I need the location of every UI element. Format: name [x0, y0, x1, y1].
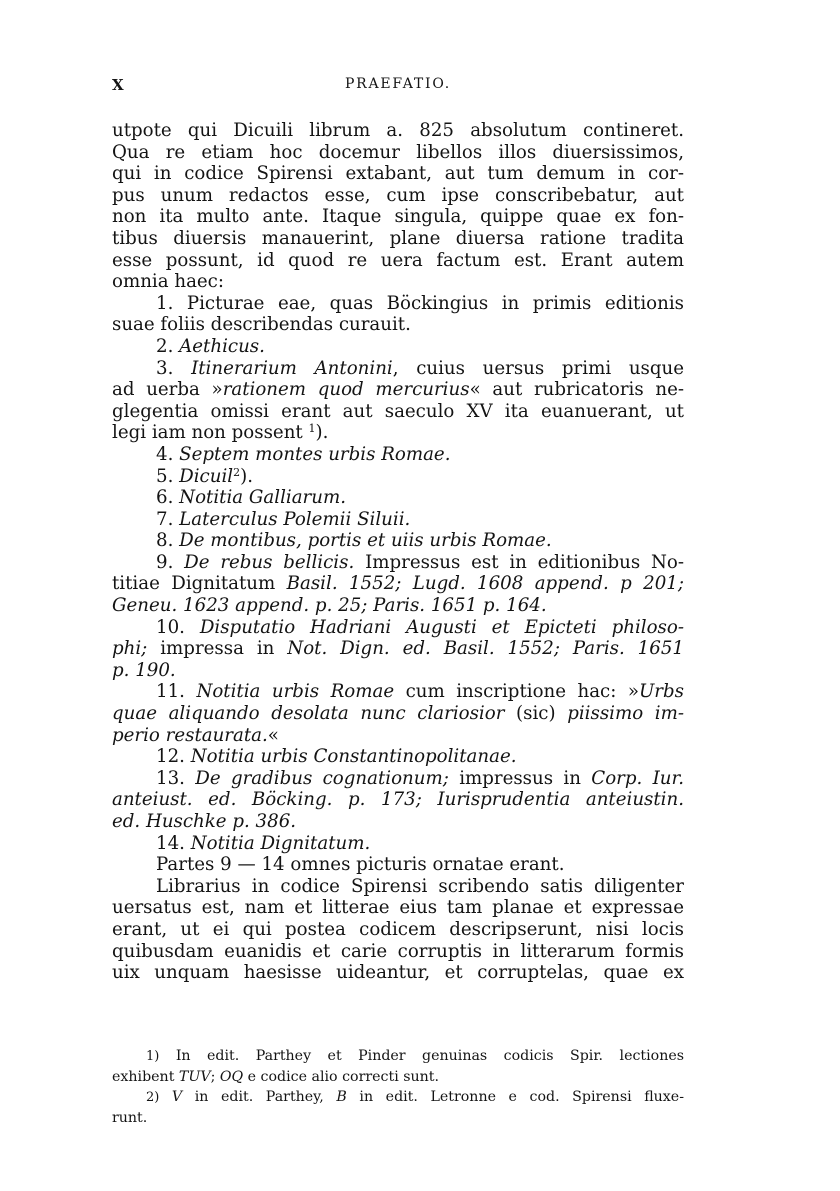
text-line: utpote qui Dicuili librum a. 825 absolutum contineret. — [112, 120, 684, 141]
footnote: 2) V in edit. Parthey, B in edit. Letronne e cod. Spirensi fluxe- — [146, 1089, 684, 1105]
text-line: legi iam non possent $^1$). — [112, 422, 329, 444]
list-item: 2. Aethicus. — [156, 335, 265, 357]
footnote-line: runt. — [112, 1109, 148, 1126]
list-item: 1. Picturae eae, quas Böckingius in primis editionis — [156, 292, 684, 314]
list-item: 14. Notitia Dignitatum. — [156, 832, 371, 854]
paragraph-line: Partes 9 — 14 omnes picturis ornatae erant. — [156, 854, 565, 876]
running-title: PRAEFATIO. — [344, 76, 452, 92]
text-line: quae aliquando desolata nunc clariosior (sic) piissimo im- — [112, 703, 684, 725]
footnote-line: exhibent TUV; OQ e codice alio correcti sunt. — [112, 1068, 440, 1085]
text-line: uix unquam haesisse uideantur, et corruptelas, quae ex — [112, 962, 684, 984]
text-line: anteiust. ed. Böcking. p. 173; Iurisprudentia anteiustin. — [112, 789, 684, 811]
list-item: 5. Dicuil$^2$). — [156, 465, 253, 487]
text-line: Qua re etiam hoc docemur libellos illos diuersissimos, — [112, 141, 684, 163]
list-item: 8. De montibus, portis et uiis urbis Romae. — [156, 530, 552, 552]
list-item: 12. Notitia urbis Constantinopolitanae. — [156, 746, 517, 768]
text-line: tibus diuersis manauerint, plane diuersa ratione tradita — [112, 227, 684, 249]
list-item: 3. Itinerarium Antonini, cuius uersus primi usque — [156, 357, 684, 379]
footnotes — [112, 1046, 684, 1128]
text-line: p. 190. — [112, 659, 176, 681]
list-item: 7. Laterculus Polemii Siluii. — [156, 508, 411, 530]
footnote-ref: 1 — [308, 422, 316, 436]
text-line: omnia haec: — [112, 271, 224, 293]
paragraph-line: Librarius in codice Spirensi scribendo satis diligenter — [156, 875, 684, 897]
list-item: 10. Disputatio Hadriani Augusti et Epicteti philoso- — [156, 616, 684, 638]
text-line: pus unum redactos esse, cum ipse conscribebatur, aut — [112, 184, 684, 206]
list-item: 11. Notitia urbis Romae cum inscriptione hac: »Urbs — [156, 681, 684, 703]
main-text — [112, 120, 684, 984]
list-item: 6. Notitia Galliarum. — [156, 487, 346, 509]
text-line: phi; impressa in Not. Dign. ed. Basil. 1552; Paris. 1651 — [112, 638, 684, 660]
text-line: qui in codice Spirensi extabant, aut tum demum in cor- — [112, 163, 684, 185]
text-line: non ita multo ante. Itaque singula, quippe quae ex fon- — [112, 206, 684, 228]
list-item: 13. De gradibus cognationum; impressus in Corp. Iur. — [156, 767, 684, 789]
page-number: X — [112, 76, 126, 94]
text-line: quibusdam euanidis et carie corruptis in litterarum formis — [112, 940, 684, 962]
text-line: esse possunt, id quod re uera factum est. Erant autem — [112, 249, 684, 271]
footnote: 1) In edit. Parthey et Pinder genuinas codicis Spir. lectiones — [146, 1048, 684, 1064]
text-line: ed. Huschke p. 386. — [112, 811, 297, 832]
list-item: 4. Septem montes urbis Romae. — [156, 443, 451, 465]
text-line: titiae Dignitatum Basil. 1552; Lugd. 1608 append. p 201; — [112, 573, 684, 595]
footnote-ref: 2 — [233, 465, 241, 479]
text-line: erant, ut ei qui postea codicem descripserunt, nisi locis — [112, 918, 684, 940]
text-line: glegentia omissi erant aut saeculo XV ita euanuerant, ut — [112, 400, 684, 422]
list-item: 9. De rebus bellicis. Impressus est in editionibus No- — [156, 551, 684, 573]
page-header — [112, 76, 684, 98]
text-line: ad uerba »rationem quod mercurius« aut rubricatoris ne- — [112, 379, 684, 401]
text-line: perio restaurata.« — [112, 724, 279, 746]
text-line: suae foliis describendas curauit. — [112, 314, 411, 336]
text-line: uersatus est, nam et litterae eius tam planae et expressae — [112, 897, 684, 919]
text-line: Geneu. 1623 append. p. 25; Paris. 1651 p. 164. — [112, 595, 547, 617]
